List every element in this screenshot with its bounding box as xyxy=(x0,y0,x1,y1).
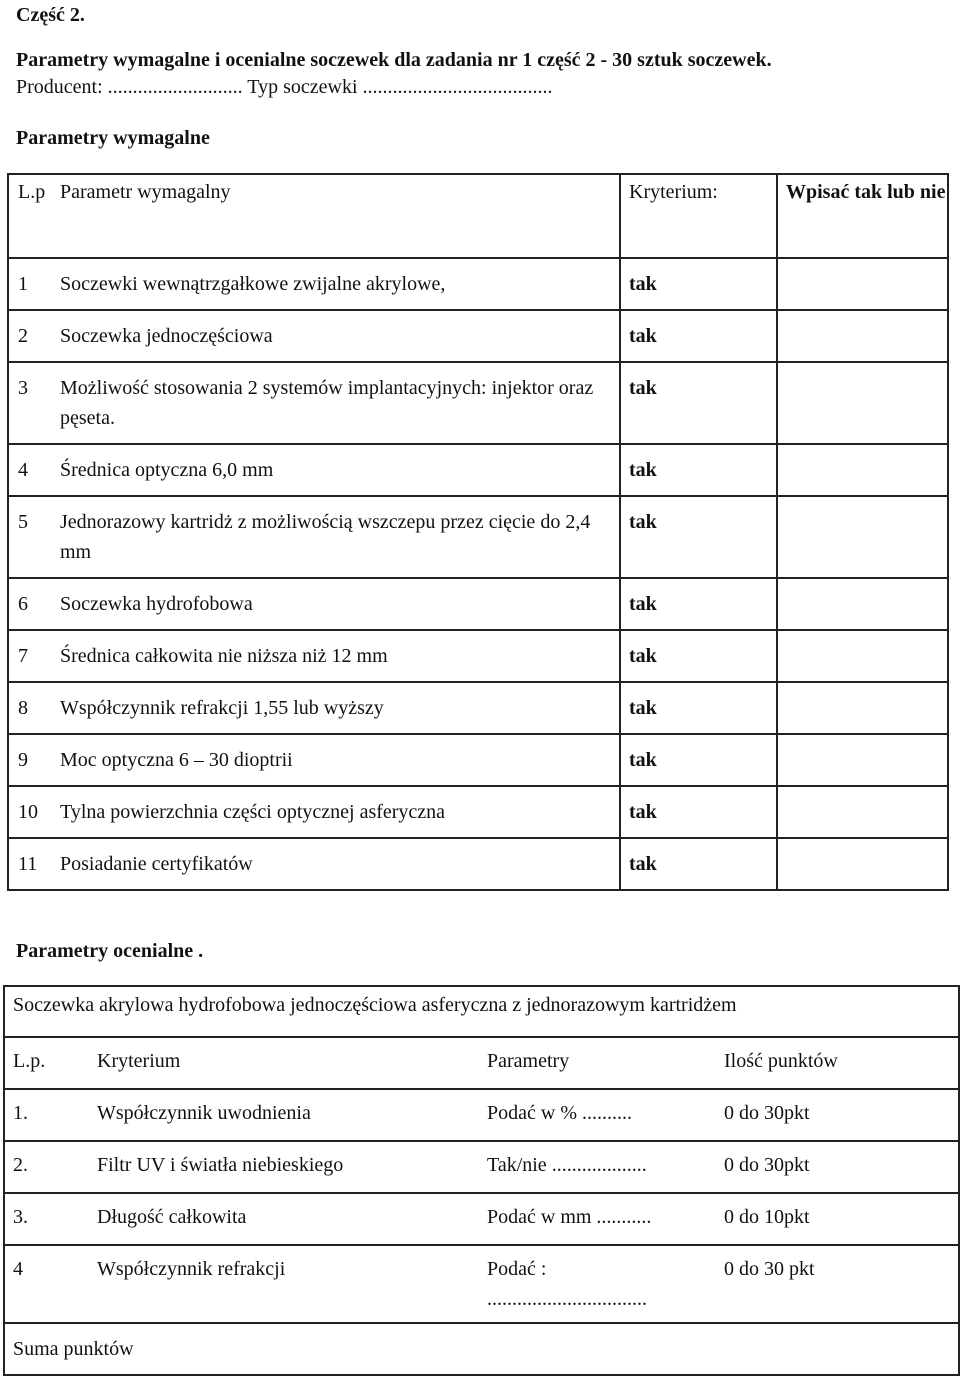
row-lp: 1 xyxy=(8,258,60,310)
row-criterion: tak xyxy=(620,630,777,682)
table-header-row xyxy=(8,174,948,258)
scored-row xyxy=(4,1245,959,1323)
row-criterion: tak xyxy=(620,258,777,310)
row-criterion: tak xyxy=(620,496,777,578)
row-answer-cell[interactable] xyxy=(777,578,948,630)
table-row xyxy=(8,362,948,444)
row-lp: 4 xyxy=(8,444,60,496)
scored-header-points: Ilość punktów xyxy=(716,1037,959,1089)
row-lp: 7 xyxy=(8,630,60,682)
row-parameter: Tylna powierzchnia części optycznej asferyczna xyxy=(60,786,620,838)
row-parameter: Moc optyczna 6 – 30 dioptrii xyxy=(60,734,620,786)
scored-parameter[interactable]: Podać w % .......... xyxy=(479,1089,716,1141)
scored-parameter[interactable]: Podać w mm ........... xyxy=(479,1193,716,1245)
row-lp: 6 xyxy=(8,578,60,630)
table-row xyxy=(8,682,948,734)
row-lp: 10 xyxy=(8,786,60,838)
header-answer: Wpisać tak lub nie xyxy=(777,174,948,258)
scored-lp: 1. xyxy=(4,1089,89,1141)
scored-header-criterion: Kryterium xyxy=(89,1037,479,1089)
row-lp: 3 xyxy=(8,362,60,444)
document-title: Parametry wymagalne i ocenialne soczewek dla zadania nr 1 część 2 - 30 sztuk soczewek. xyxy=(16,49,772,71)
row-parameter: Średnica całkowita nie niższa niż 12 mm xyxy=(60,630,620,682)
row-answer-cell[interactable] xyxy=(777,496,948,578)
header-lp: L.p xyxy=(8,174,60,258)
row-answer-cell[interactable] xyxy=(777,630,948,682)
scored-parameter[interactable]: Podać : ................................ xyxy=(479,1245,716,1323)
table-row xyxy=(8,496,948,578)
scored-parameters-table xyxy=(3,985,960,1376)
row-lp: 8 xyxy=(8,682,60,734)
row-answer-cell[interactable] xyxy=(777,362,948,444)
row-criterion: tak xyxy=(620,362,777,444)
row-parameter: Soczewka jednoczęściowa xyxy=(60,310,620,362)
table-row xyxy=(8,786,948,838)
scored-lp: 4 xyxy=(4,1245,89,1323)
row-parameter: Posiadanie certyfikatów xyxy=(60,838,620,890)
table-row xyxy=(8,838,948,890)
row-criterion: tak xyxy=(620,838,777,890)
scored-criterion: Współczynnik refrakcji xyxy=(89,1245,479,1323)
scored-lp: 3. xyxy=(4,1193,89,1245)
row-parameter: Jednorazowy kartridż z możliwością wszczepu przez cięcie do 2,4 mm xyxy=(60,496,620,578)
scored-heading: Parametry ocenialne . xyxy=(16,940,204,962)
row-criterion: tak xyxy=(620,734,777,786)
scored-parameter[interactable]: Tak/nie ................... xyxy=(479,1141,716,1193)
sum-points-label: Suma punktów xyxy=(4,1323,959,1375)
row-answer-cell[interactable] xyxy=(777,786,948,838)
scored-row xyxy=(4,1193,959,1245)
table-row xyxy=(8,578,948,630)
table-row xyxy=(8,444,948,496)
row-parameter: Soczewka hydrofobowa xyxy=(60,578,620,630)
row-parameter: Współczynnik refrakcji 1,55 lub wyższy xyxy=(60,682,620,734)
row-criterion: tak xyxy=(620,682,777,734)
scored-points: 0 do 30pkt xyxy=(716,1089,959,1141)
scored-points: 0 do 30 pkt xyxy=(716,1245,959,1323)
row-criterion: tak xyxy=(620,578,777,630)
row-parameter: Możliwość stosowania 2 systemów implantacyjnych: injektor oraz pęseta. xyxy=(60,362,620,444)
scored-lp: 2. xyxy=(4,1141,89,1193)
required-parameters-table xyxy=(7,173,949,891)
scored-points: 0 do 30pkt xyxy=(716,1141,959,1193)
scored-caption: Soczewka akrylowa hydrofobowa jednoczęściowa asferyczna z jednorazowym kartridżem xyxy=(4,986,959,1037)
scored-header-lp: L.p. xyxy=(4,1037,89,1089)
row-lp: 5 xyxy=(8,496,60,578)
table-row xyxy=(8,630,948,682)
row-answer-cell[interactable] xyxy=(777,838,948,890)
scored-criterion: Filtr UV i światła niebieskiego xyxy=(89,1141,479,1193)
producer-line: Producent: ........................... Typ soczewki ...................................... xyxy=(16,76,553,98)
header-criterion: Kryterium: xyxy=(620,174,777,258)
row-answer-cell[interactable] xyxy=(777,444,948,496)
required-heading: Parametry wymagalne xyxy=(16,127,210,149)
row-criterion: tak xyxy=(620,444,777,496)
scored-criterion: Współczynnik uwodnienia xyxy=(89,1089,479,1141)
row-criterion: tak xyxy=(620,786,777,838)
row-parameter: Średnica optyczna 6,0 mm xyxy=(60,444,620,496)
table-row xyxy=(8,734,948,786)
row-parameter: Soczewki wewnątrzgałkowe zwijalne akrylowe, xyxy=(60,258,620,310)
scored-points: 0 do 10pkt xyxy=(716,1193,959,1245)
table-row xyxy=(8,258,948,310)
scored-header-row xyxy=(4,1037,959,1089)
scored-header-parameters: Parametry xyxy=(479,1037,716,1089)
row-answer-cell[interactable] xyxy=(777,734,948,786)
scored-criterion: Długość całkowita xyxy=(89,1193,479,1245)
table-row xyxy=(8,310,948,362)
row-answer-cell[interactable] xyxy=(777,682,948,734)
row-answer-cell[interactable] xyxy=(777,310,948,362)
part-heading: Część 2. xyxy=(16,4,85,26)
scored-row xyxy=(4,1141,959,1193)
row-lp: 11 xyxy=(8,838,60,890)
scored-row xyxy=(4,1089,959,1141)
row-answer-cell[interactable] xyxy=(777,258,948,310)
row-criterion: tak xyxy=(620,310,777,362)
row-lp: 2 xyxy=(8,310,60,362)
header-parameter: Parametr wymagalny xyxy=(60,174,620,258)
row-lp: 9 xyxy=(8,734,60,786)
